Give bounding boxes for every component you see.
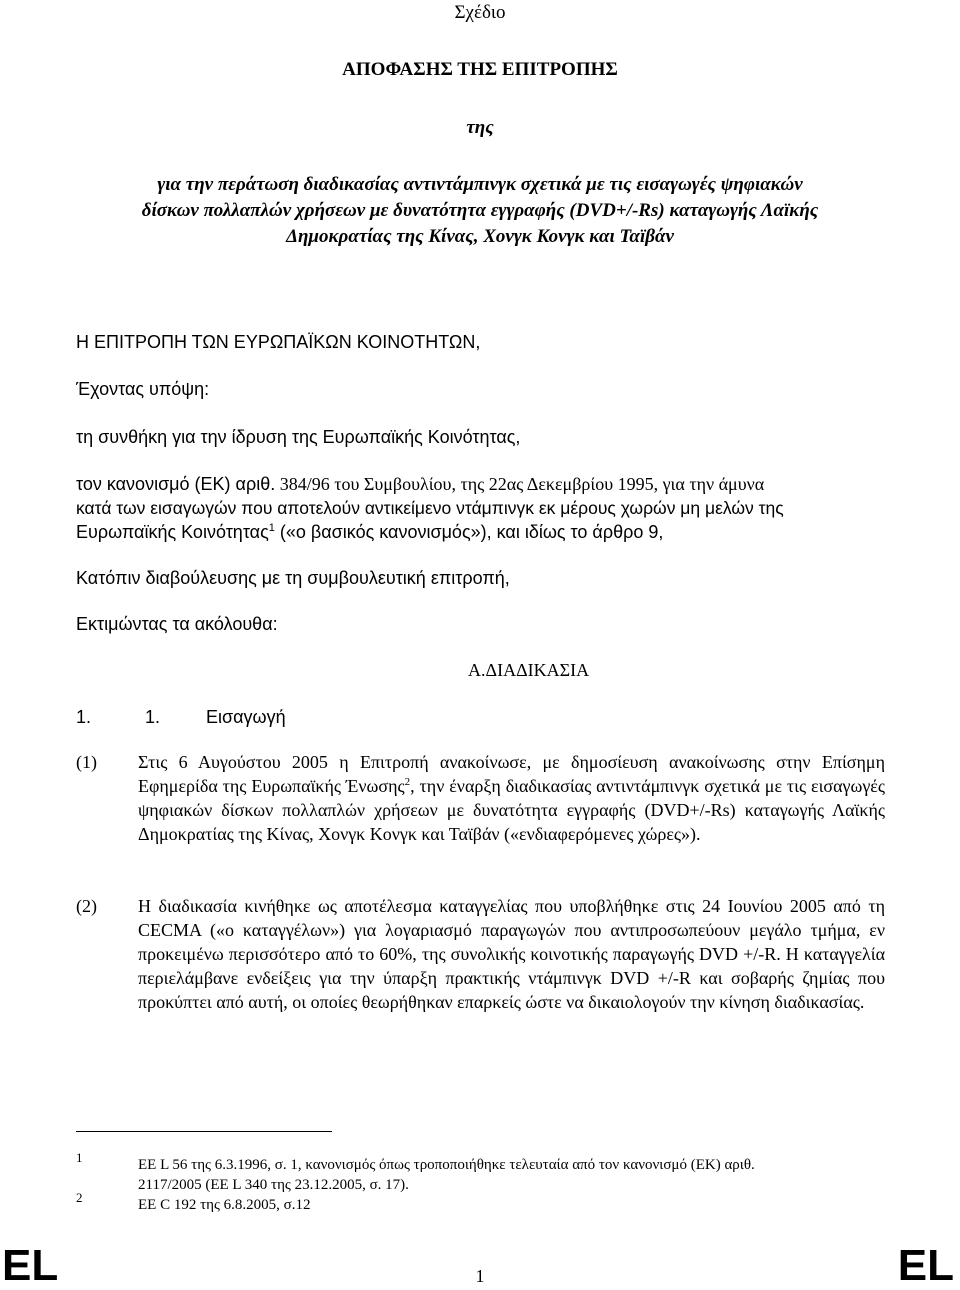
decision-of: της (466, 117, 494, 138)
footnote-marker: 2 (76, 1190, 83, 1205)
footnote-ref[interactable]: 2 (404, 776, 411, 788)
regulation-intro: τον κανονισμό (ΕΚ) αριθ. (76, 474, 276, 494)
subject-line: δίσκων πολλαπλών χρήσεων με δυνατότητα εγγραφής (DVD+/-Rs) καταγωγής Λαϊκής (141, 200, 819, 221)
paragraph-text (138, 750, 885, 846)
regulation-detail: 384/96 του Συμβουλίου, της 22ας Δεκεμβρίου 1995, για την άμυνα (279, 474, 765, 494)
regulation-line: Ευρωπαϊκής Κοινότητας (76, 522, 269, 542)
page-number: 1 (475, 1266, 485, 1286)
paragraph-number: (1) (76, 752, 97, 772)
paragraph-text: Η διαδικασία κινήθηκε ως αποτέλεσμα καταγγελίας που υποβλήθηκε στις 24 Ιουνίου 2005 από τη CECMA («ο καταγγέλων») για λογαριασμό παραγωγών που αντιπροσωπεύουν μεγάλο τμήμα, εν προκειμένω περισσότερο από το 60%, της συνολικής κοινοτικής παραγωγής DVD +/-R. Η καταγγελία περιελάμβανε ενδείξεις για την ύπαρξη πρακτικής ντάμπινγκ DVD +/-R και σοβαρής ζημίας που προκύπτει από αυτή, οι οποίες θεωρήθηκαν επαρκείς ώστε να δικαιολογούν την κίνηση διαδικασίας. (138, 896, 885, 1012)
consultation-line: Κατόπιν διαβούλευσης με τη συμβουλευτική επιτροπή, (76, 568, 510, 588)
footnote-text: ΕΕ C 192 της 6.8.2005, σ.12 (138, 1197, 311, 1213)
whereas-line: Εκτιμώντας τα ακόλουθα: (76, 614, 278, 634)
footnote-separator (76, 1131, 332, 1132)
draft-label: Σχέδιο (454, 2, 506, 23)
paragraph-number: (2) (76, 896, 97, 916)
regulation-citation (76, 472, 886, 544)
footnote-line: 2117/2005 (ΕΕ L 340 της 23.12.2005, σ. 17). (138, 1177, 409, 1193)
paragraph-text-part: , την έναρξη διαδικασίας αντιντάμπινγκ σχετικά με τις εισαγωγές ψηφιακών δίσκων πολλαπλών χρήσεων με δυνατότητα εγγραφής (DVD+/-Rs) καταγωγής Λαϊκής Δημοκρατίας της Κίνας, Χονγκ Κονγκ και Ταϊβάν («ενδιαφερόμενες χώρες»). (138, 776, 885, 844)
subsection-number: 1. (145, 707, 161, 727)
section-heading: Α.ΔΙΑΔΙΚΑΣΙΑ (468, 660, 590, 680)
regulation-line: («ο βασικός κανονισμός»), και ιδίως το άρθρο 9, (279, 522, 664, 542)
subsection-number: 1. (76, 707, 92, 727)
footnote-line: EE L 56 της 6.3.1996, σ. 1, κανονισμός όπως τροποποιήθηκε τελευταία από τον κανονισμό (ΕΚ) αριθ. (138, 1157, 755, 1173)
regulation-line: κατά των εισαγωγών που αποτελούν αντικείμενο ντάμπινγκ εκ μέρους χωρών μη μελών της (76, 498, 784, 518)
treaty-citation: τη συνθήκη για την ίδρυση της Ευρωπαϊκής Κοινότητας, (76, 427, 521, 447)
paragraph-text-part: Στις 6 Αυγούστου 2005 η Επιτροπή ανακοίνωσε, με δημοσίευση ανακοίνωσης στην Επίσημη Εφημερίδα της Ευρωπαϊκής Ένωσης (138, 752, 885, 796)
footnote-marker: 1 (76, 1150, 83, 1165)
subsection-title: Εισαγωγή (206, 707, 286, 727)
having-regard: Έχοντας υπόψη: (76, 379, 210, 399)
subject-line: Δημοκρατίας της Κίνας, Χονγκ Κονγκ και Ταϊβάν (286, 226, 674, 247)
language-code-left: EL (2, 1241, 59, 1290)
footnote-ref[interactable]: 1 (268, 522, 275, 534)
decision-title: ΑΠΟΦΑΣΗΣ ΤΗΣ ΕΠΙΤΡΟΠΗΣ (342, 59, 618, 80)
commission-line: Η ΕΠΙΤΡΟΠΗ ΤΩΝ ΕΥΡΩΠΑΪΚΩΝ ΚΟΙΝΟΤΗΤΩΝ, (76, 332, 481, 352)
subject-line: για την περάτωση διαδικασίας αντιντάμπινγκ σχετικά με τις εισαγωγές ψηφιακών (157, 174, 803, 195)
decision-subject (0, 172, 960, 250)
footnote-text (138, 1155, 755, 1195)
language-code-right: EL (897, 1241, 954, 1290)
